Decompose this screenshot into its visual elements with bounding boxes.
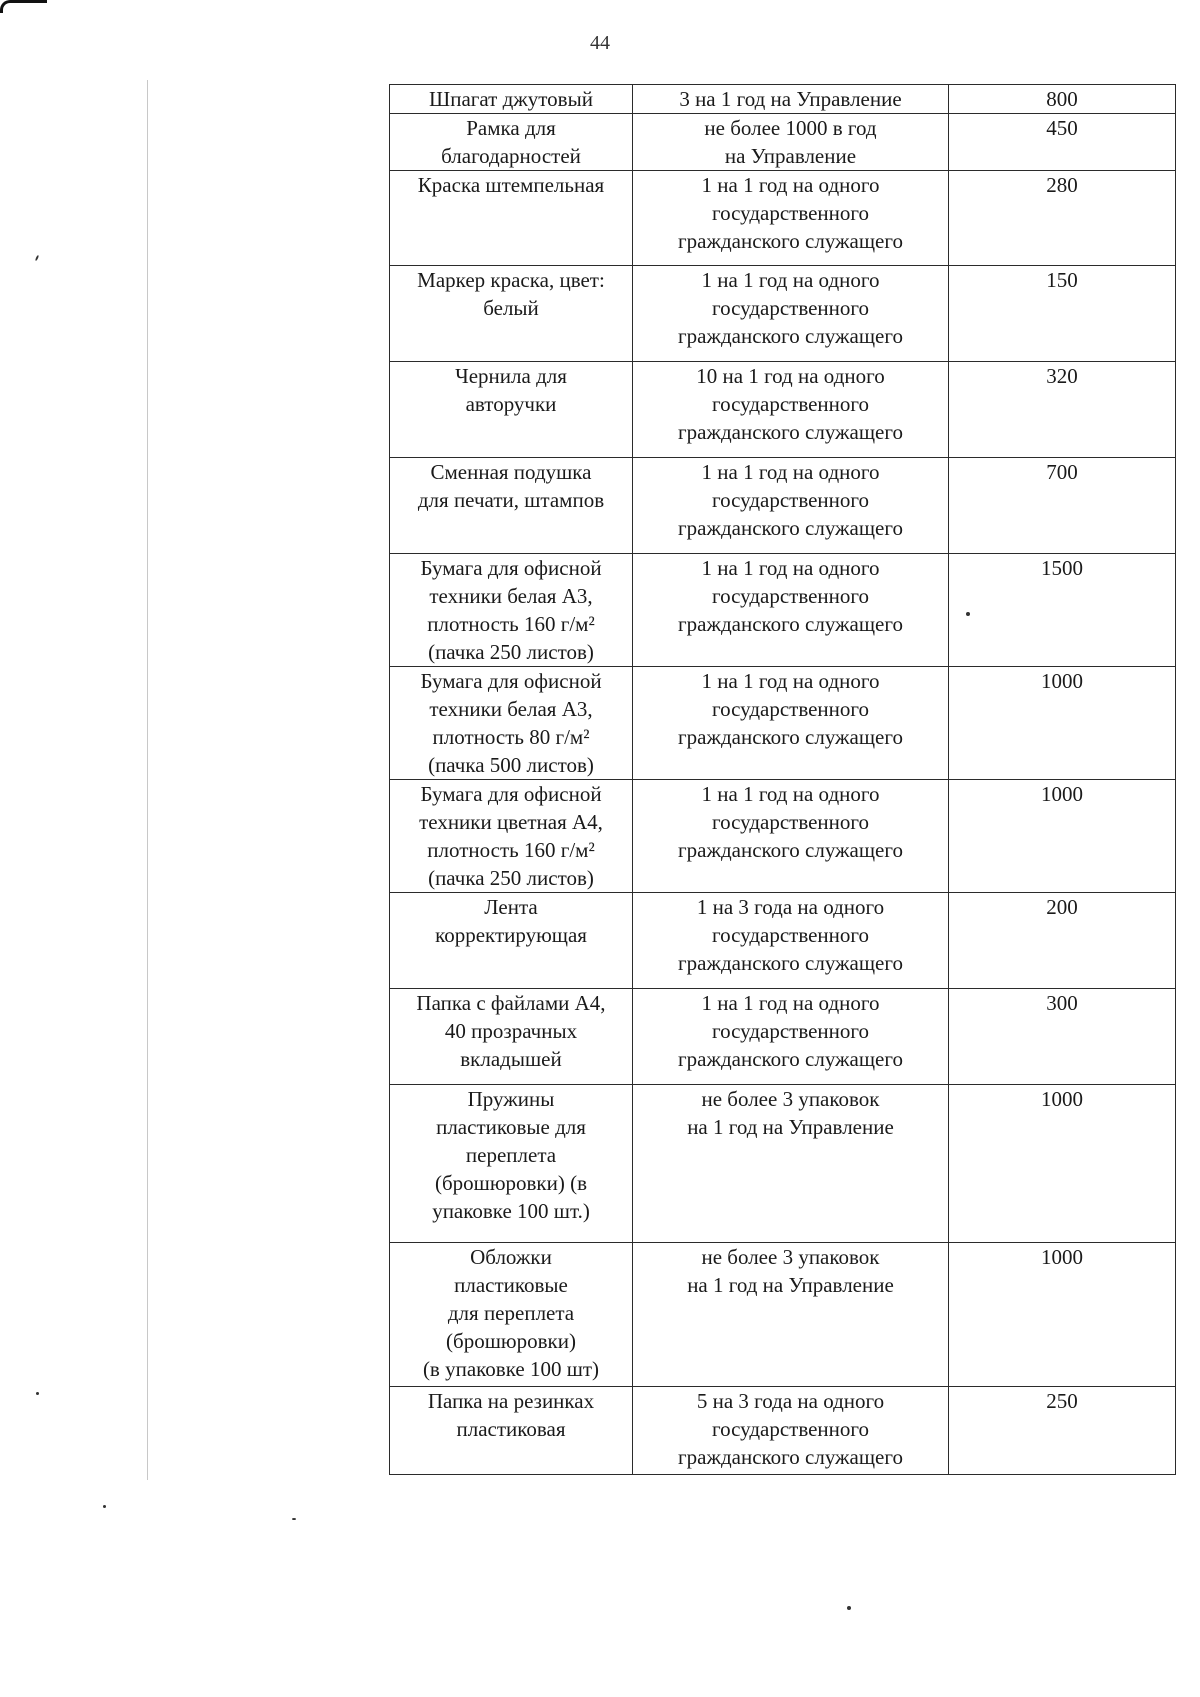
norm-line: гражданского служащего: [678, 1445, 903, 1469]
norm-cell: [633, 1243, 949, 1387]
norm-cell: [633, 266, 949, 362]
item-name-cell: [390, 1085, 633, 1243]
norm-line: государственного: [711, 697, 870, 721]
value-cell: [949, 171, 1176, 266]
value-cell: [949, 1387, 1176, 1475]
item-name-line: плотность 160 г/м²: [427, 612, 595, 636]
value-cell: [949, 1243, 1176, 1387]
item-name-line: Бумага для офисной: [420, 782, 602, 806]
norm-cell: [633, 114, 949, 171]
item-name-line: благодарностей: [441, 144, 581, 168]
value-cell: [949, 114, 1176, 171]
supply-norms-table: [389, 84, 1176, 1475]
norm-cell: [633, 1085, 949, 1243]
item-name-line: Краска штемпельная: [417, 173, 605, 197]
item-name-line: плотность 160 г/м²: [427, 838, 595, 862]
norm-line: 3 на 1 год на Управление: [679, 87, 902, 111]
item-name-line: Бумага для офисной: [420, 669, 602, 693]
item-name-line: корректирующая: [435, 923, 587, 947]
norm-line: государственного: [711, 923, 870, 947]
table-row: [390, 1243, 1176, 1387]
scan-corner-mark: [0, 0, 47, 13]
page-number: 44: [590, 32, 610, 54]
norm-line: не более 3 упаковок: [701, 1245, 880, 1269]
item-name-cell: [390, 554, 633, 667]
norm-cell: [633, 989, 949, 1085]
norm-cell: [633, 780, 949, 893]
value-text: 1000: [1041, 782, 1083, 806]
value-text: 150: [1046, 268, 1078, 292]
norm-line: гражданского служащего: [678, 612, 903, 636]
value-cell: [949, 1085, 1176, 1243]
value-text: 250: [1046, 1389, 1078, 1413]
item-name-line: пластиковые для: [436, 1115, 586, 1139]
norm-line: гражданского служащего: [678, 420, 903, 444]
value-text: 200: [1046, 895, 1078, 919]
item-name-line: белый: [483, 296, 539, 320]
norm-line: не более 1000 в год: [704, 116, 877, 140]
table-row: [390, 171, 1176, 266]
item-name-line: Рамка для: [466, 116, 556, 140]
norm-line: 1 на 1 год на одного: [701, 173, 880, 197]
item-name-cell: [390, 1243, 633, 1387]
value-text: 320: [1046, 364, 1078, 388]
item-name-line: (пачка 500 листов): [428, 753, 594, 777]
value-text: 1500: [1041, 556, 1083, 580]
value-text: 1000: [1041, 669, 1083, 693]
table-row: [390, 85, 1176, 114]
value-text: 280: [1046, 173, 1078, 197]
item-name-cell: [390, 780, 633, 893]
item-name-line: (в упаковке 100 шт): [422, 1357, 600, 1381]
value-text: 800: [1046, 87, 1078, 111]
item-name-line: техники белая А3,: [429, 697, 593, 721]
table-row: [390, 554, 1176, 667]
value-cell: [949, 554, 1176, 667]
norm-cell: [633, 458, 949, 554]
item-name-line: техники цветная А4,: [419, 810, 603, 834]
scan-speck: [292, 1518, 296, 1520]
norm-cell: [633, 85, 949, 114]
item-name-line: Шпагат джутовый: [429, 87, 593, 111]
value-cell: [949, 85, 1176, 114]
item-name-line: для переплета: [447, 1301, 575, 1325]
item-name-line: Лента: [484, 895, 538, 919]
value-cell: [949, 893, 1176, 989]
table-row: [390, 667, 1176, 780]
norm-line: на 1 год на Управление: [687, 1115, 894, 1139]
norm-line: 1 на 1 год на одного: [701, 556, 880, 580]
item-name-line: (пачка 250 листов): [428, 640, 594, 664]
table-row: [390, 780, 1176, 893]
table-row: [390, 989, 1176, 1085]
norm-line: государственного: [711, 296, 870, 320]
norm-line: гражданского служащего: [678, 1047, 903, 1071]
item-name-cell: [390, 989, 633, 1085]
item-name-line: Маркер краска, цвет:: [417, 268, 605, 292]
item-name-cell: [390, 893, 633, 989]
norm-line: государственного: [711, 1019, 870, 1043]
item-name-line: (пачка 250 листов): [428, 866, 594, 890]
item-name-cell: [390, 85, 633, 114]
value-text: 1000: [1041, 1087, 1083, 1111]
norm-line: не более 3 упаковок: [701, 1087, 880, 1111]
value-text: 1000: [1041, 1245, 1083, 1269]
item-name-line: (брошюровки): [446, 1329, 576, 1353]
item-name-line: для печати, штампов: [417, 488, 605, 512]
item-name-line: 40 прозрачных: [444, 1019, 578, 1043]
value-cell: [949, 266, 1176, 362]
item-name-line: Сменная подушка: [430, 460, 592, 484]
norm-cell: [633, 667, 949, 780]
norm-line: 10 на 1 год на одного: [696, 364, 885, 388]
item-name-cell: [390, 1387, 633, 1475]
norm-line: 1 на 1 год на одного: [701, 782, 880, 806]
norm-line: 1 на 1 год на одного: [701, 268, 880, 292]
norm-cell: [633, 1387, 949, 1475]
item-name-line: переплета: [465, 1143, 557, 1167]
scan-speck: [36, 1392, 39, 1395]
norm-line: 5 на 3 года на одного: [696, 1389, 885, 1413]
item-name-line: Обложки: [470, 1245, 552, 1269]
value-cell: [949, 458, 1176, 554]
value-cell: [949, 362, 1176, 458]
value-cell: [949, 989, 1176, 1085]
item-name-line: авторучки: [465, 392, 557, 416]
value-text: 450: [1046, 116, 1078, 140]
norm-line: государственного: [711, 201, 870, 225]
norm-line: гражданского служащего: [678, 725, 903, 749]
item-name-cell: [390, 266, 633, 362]
norm-line: гражданского служащего: [678, 324, 903, 348]
norm-line: 1 на 1 год на одного: [701, 669, 880, 693]
norm-line: государственного: [711, 1417, 870, 1441]
norm-line: государственного: [711, 584, 870, 608]
table-row: [390, 893, 1176, 989]
norm-line: гражданского служащего: [678, 516, 903, 540]
scan-speck: [103, 1505, 106, 1508]
table-row: [390, 114, 1176, 171]
norm-line: государственного: [711, 810, 870, 834]
table-row: [390, 458, 1176, 554]
item-name-line: пластиковая: [456, 1417, 566, 1441]
scan-speck: [966, 612, 970, 616]
item-name-line: пластиковые: [454, 1273, 568, 1297]
table-row: [390, 266, 1176, 362]
item-name-line: плотность 80 г/м²: [432, 725, 590, 749]
norm-line: на 1 год на Управление: [687, 1273, 894, 1297]
item-name-cell: [390, 458, 633, 554]
value-cell: [949, 667, 1176, 780]
scan-speck: [35, 255, 39, 261]
norm-line: государственного: [711, 488, 870, 512]
norm-line: гражданского служащего: [678, 229, 903, 253]
norm-cell: [633, 893, 949, 989]
table-row: [390, 1387, 1176, 1475]
scan-speck: [847, 1606, 851, 1610]
norm-line: гражданского служащего: [678, 838, 903, 862]
item-name-line: техники белая А3,: [429, 584, 593, 608]
norm-cell: [633, 171, 949, 266]
norm-cell: [633, 554, 949, 667]
value-text: 700: [1046, 460, 1078, 484]
norm-line: 1 на 1 год на одного: [701, 460, 880, 484]
norm-line: на Управление: [724, 144, 857, 168]
table-row: [390, 362, 1176, 458]
item-name-line: вкладышей: [460, 1047, 562, 1071]
norm-line: 1 на 3 года на одного: [696, 895, 885, 919]
norm-cell: [633, 362, 949, 458]
item-name-line: Папка с файлами А4,: [416, 991, 606, 1015]
item-name-line: Чернила для: [455, 364, 567, 388]
item-name-cell: [390, 667, 633, 780]
item-name-line: (брошюровки) (в: [434, 1171, 588, 1195]
margin-rule: [147, 80, 148, 1480]
item-name-cell: [390, 362, 633, 458]
item-name-cell: [390, 171, 633, 266]
item-name-line: Пружины: [467, 1087, 555, 1111]
norm-line: 1 на 1 год на одного: [701, 991, 880, 1015]
item-name-line: Бумага для офисной: [420, 556, 602, 580]
item-name-cell: [390, 114, 633, 171]
norm-line: гражданского служащего: [678, 951, 903, 975]
norm-line: государственного: [711, 392, 870, 416]
item-name-line: Папка на резинках: [427, 1389, 595, 1413]
table-row: [390, 1085, 1176, 1243]
value-cell: [949, 780, 1176, 893]
value-text: 300: [1046, 991, 1078, 1015]
table-body: [390, 85, 1176, 1475]
item-name-line: упаковке 100 шт.): [432, 1199, 590, 1223]
